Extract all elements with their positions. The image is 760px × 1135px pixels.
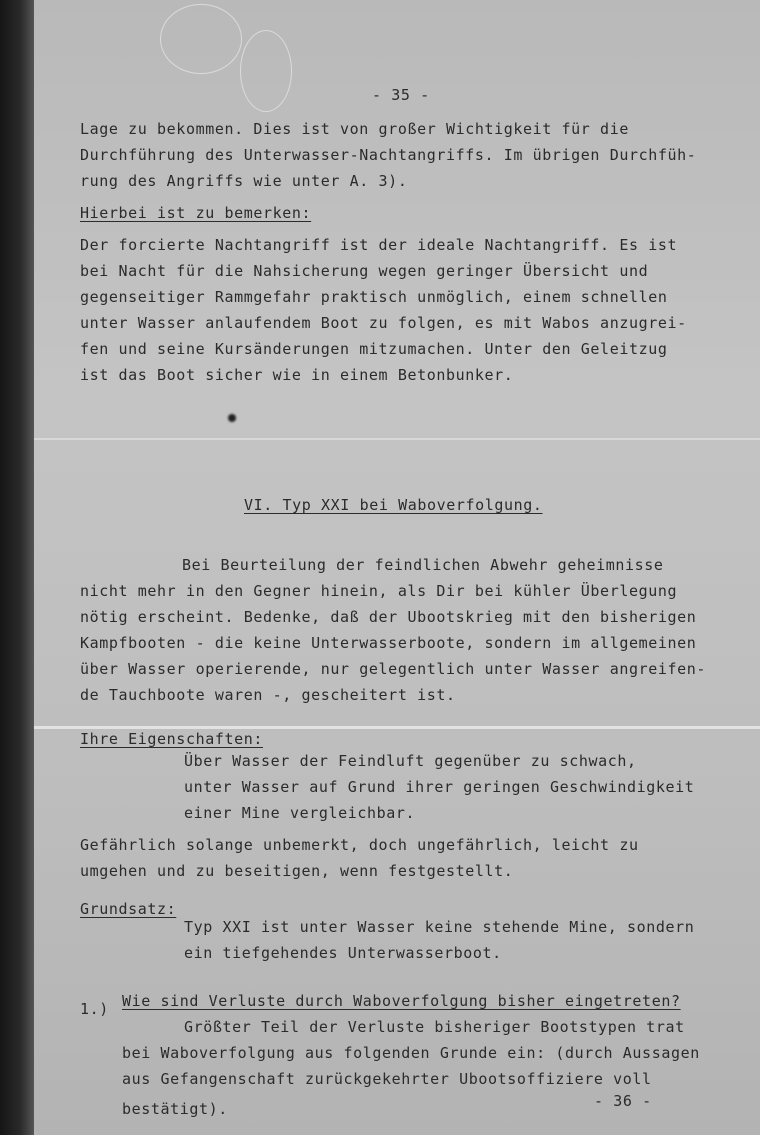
text-line: fen und seine Kursänderungen mitzumachen. Unter den Geleitzug: [80, 340, 668, 358]
page-number-bottom: - 36 -: [594, 1092, 652, 1110]
text-line: gegenseitiger Rammgefahr praktisch unmöglich, einem schnellen: [80, 288, 668, 306]
item-question: Wie sind Verluste durch Waboverfolgung bisher eingetreten?: [122, 992, 681, 1010]
text-line: umgehen und zu beseitigen, wenn festgestellt.: [80, 862, 514, 880]
text-line: bestätigt).: [122, 1100, 228, 1118]
text-line: Über Wasser der Feindluft gegenüber zu schwach,: [184, 752, 637, 770]
text-line: rung des Angriffs wie unter A. 3).: [80, 172, 408, 190]
page-number-top: - 35 -: [372, 86, 430, 104]
heading-remark: Hierbei ist zu bemerken:: [80, 204, 312, 222]
film-speck: [228, 414, 236, 422]
fold-line: [34, 726, 760, 729]
film-scratch: [160, 4, 242, 74]
text-line: Typ XXI ist unter Wasser keine stehende Mine, sondern: [184, 918, 695, 936]
text-line: ein tiefgehendes Unterwasserboot.: [184, 944, 502, 962]
text-line: aus Gefangenschaft zurückgekehrter Ubootsoffiziere voll: [122, 1070, 652, 1088]
text-line: nicht mehr in den Gegner hinein, als Dir bei kühler Überlegung: [80, 582, 678, 600]
text-line: de Tauchboote waren -, gescheitert ist.: [80, 686, 456, 704]
text-line: nötig erscheint. Bedenke, daß der Ubootskrieg mit den bisherigen: [80, 608, 697, 626]
text-line: Gefährlich solange unbemerkt, doch ungefährlich, leicht zu: [80, 836, 639, 854]
text-line: unter Wasser auf Grund ihrer geringen Geschwindigkeit: [184, 778, 695, 796]
text-line: Kampfbooten - die keine Unterwasserboote, sondern im allgemeinen: [80, 634, 697, 652]
text-line: Bei Beurteilung der feindlichen Abwehr geheimnisse: [182, 556, 664, 574]
text-line: Größter Teil der Verluste bisheriger Bootstypen trat: [184, 1018, 685, 1036]
text-line: Lage zu bekommen. Dies ist von großer Wichtigkeit für die: [80, 120, 629, 138]
item-number: 1.): [80, 1000, 109, 1018]
section-title: VI. Typ XXI bei Waboverfolgung.: [244, 496, 543, 514]
heading-principle: Grundsatz:: [80, 900, 177, 918]
text-line: über Wasser operierende, nur gelegentlich unter Wasser angreifen-: [80, 660, 706, 678]
film-edge: [0, 0, 34, 1135]
text-line: Der forcierte Nachtangriff ist der ideale Nachtangriff. Es ist: [80, 236, 678, 254]
text-line: bei Nacht für die Nahsicherung wegen geringer Übersicht und: [80, 262, 649, 280]
fold-line: [34, 438, 760, 440]
text-line: Durchführung des Unterwasser-Nachtangriffs. Im übrigen Durchfüh-: [80, 146, 697, 164]
film-scratch: [240, 30, 292, 112]
heading-properties: Ihre Eigenschaften:: [80, 730, 263, 748]
text-line: ist das Boot sicher wie in einem Betonbunker.: [80, 366, 514, 384]
text-line: unter Wasser anlaufendem Boot zu folgen, es mit Wabos anzugrei-: [80, 314, 687, 332]
text-line: bei Waboverfolgung aus folgenden Grunde ein: (durch Aussagen: [122, 1044, 700, 1062]
text-line: einer Mine vergleichbar.: [184, 804, 416, 822]
